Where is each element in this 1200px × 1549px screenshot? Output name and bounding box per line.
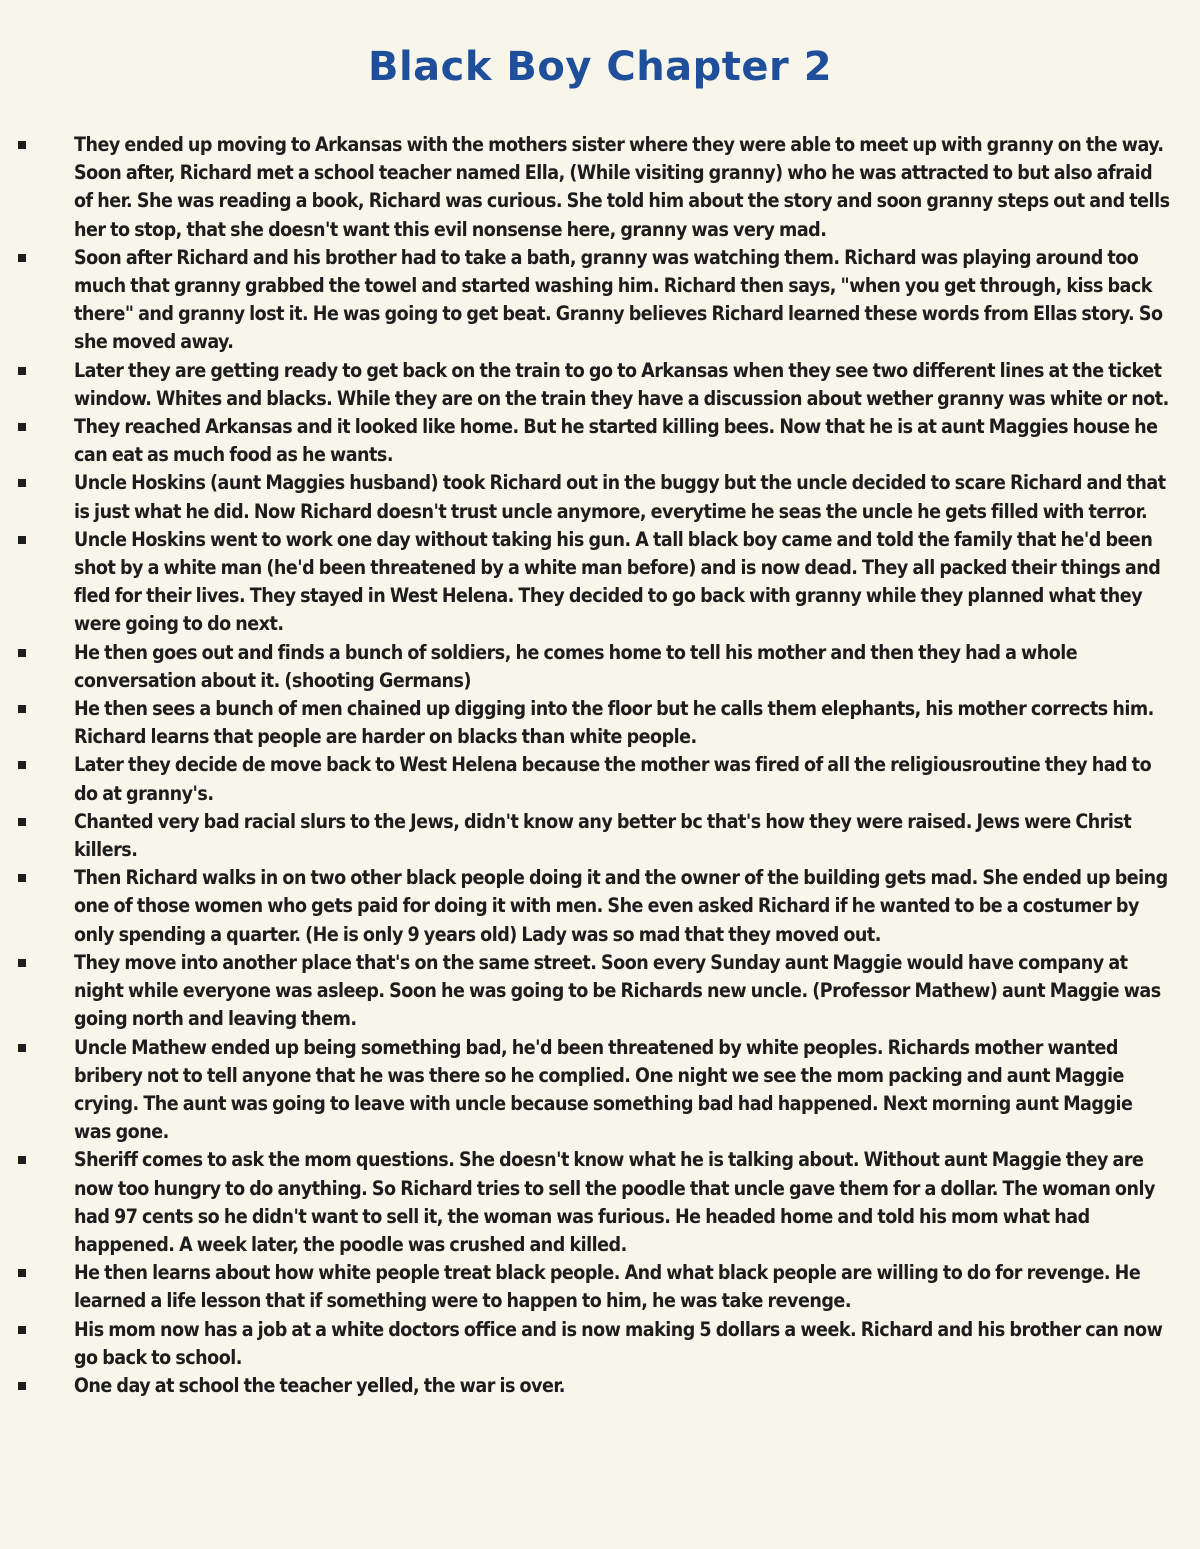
list-item-text: Chanted very bad racial slurs to the Jews, didn't know any better bc that's how they were raised. Jews were Christ killers. xyxy=(74,809,1132,862)
bullet-icon xyxy=(18,141,26,149)
list-item-text: He then goes out and finds a bunch of soldiers, he comes home to tell his mother and then they had a whole conversation about it. (shooting Germans) xyxy=(74,640,1078,692)
bullet-icon xyxy=(18,367,26,375)
list-item-text: Then Richard walks in on two other black people doing it and the owner of the building gets mad. She ended up being one of those women who gets paid for doing it with men. She even asked Richard if he wanted to be a costumer by only spending a quarter. (He is only 9 years old) Lady was so mad that they moved out. xyxy=(74,866,1168,946)
list-item xyxy=(0,1146,1200,1259)
bullet-icon xyxy=(18,1156,26,1164)
list-item xyxy=(0,131,1200,244)
summary-list xyxy=(0,131,1200,1400)
bullet-icon xyxy=(18,705,26,713)
list-item-text: Uncle Hoskins went to work one day without taking his gun. A tall black boy came and told the family that he'd been shot by a white man (he'd been threatened by a white man before) and is now dead. They all packed their things and fled for their lives. They stayed in West Helena. They decided to go back with granny while they planned what they were going to do next. xyxy=(74,527,1161,636)
list-item-text: Later they decide de move back to West Helena because the mother was fired of all the religiousroutine they had to do at granny's. xyxy=(74,753,1152,805)
list-item-text: His mom now has a job at a white doctors office and is now making 5 dollars a week. Richard and his brother can now go back to school. xyxy=(74,1317,1163,1369)
bullet-icon xyxy=(18,959,26,967)
list-item xyxy=(0,949,1200,1034)
list-item-text: They move into another place that's on the same street. Soon every Sunday aunt Maggie would have company at night while everyone was asleep. Soon he was going to be Richards new uncle. (Professor Mathew) aunt Maggie was going north and leaving them. xyxy=(74,950,1161,1031)
bullet-icon xyxy=(18,761,26,769)
list-item-text: Sheriff comes to ask the mom questions. She doesn't know what he is talking about. Without aunt Maggie they are now too hungry to do anything. So Richard tries to sell the poodle that uncle gave them for a dollar. The woman only had 97 cents so he didn't want to sell it, the woman was furious. He headed home and told his mom what had happened. A week later, the poodle was crushed and killed. xyxy=(74,1148,1155,1256)
list-item xyxy=(0,1034,1200,1147)
list-item xyxy=(0,639,1200,695)
list-item xyxy=(0,1372,1200,1400)
list-item xyxy=(0,751,1200,807)
list-item xyxy=(0,357,1200,413)
list-item-text: Soon after Richard and his brother had to take a bath, granny was watching them. Richard was playing around too much that granny grabbed the towel and started washing him. Richard then says, "when you get through, kiss back there" and granny lost it. He was going to get beat. Granny believes Richard learned these words from Ellas story. So she moved away. xyxy=(74,245,1163,354)
bullet-icon xyxy=(18,1269,26,1277)
list-item-text: They reached Arkansas and it looked like home. But he started killing bees. Now that he is at aunt Maggies house he can eat as much food as he wants. xyxy=(74,415,1158,467)
list-item-text: Later they are getting ready to get back on the train to go to Arkansas when they see two different lines at the ticket window. Whites and blacks. While they are on the train they have a discussion about wether granny was white or not. xyxy=(74,358,1169,410)
list-item-text: One day at school the teacher yelled, the war is over. xyxy=(74,1373,565,1397)
list-item-text: Uncle Mathew ended up being something bad, he'd been threatened by white peoples. Richards mother wanted bribery not to tell anyone that he was there so he complied. One night we see the mom packing and aunt Maggie crying. The aunt was going to leave with uncle because something bad had happened. Next morning aunt Maggie was gone. xyxy=(74,1035,1133,1144)
bullet-icon xyxy=(18,1044,26,1052)
list-item xyxy=(0,413,1200,469)
list-item xyxy=(0,808,1200,864)
bullet-icon xyxy=(18,818,26,826)
bullet-icon xyxy=(18,536,26,544)
bullet-icon xyxy=(18,1382,26,1390)
bullet-icon xyxy=(18,479,26,487)
list-item xyxy=(0,526,1200,639)
list-item-text: He then sees a bunch of men chained up digging into the floor but he calls them elephants, his mother corrects him. Richard learns that people are harder on blacks than white people. xyxy=(74,697,1154,749)
list-item-text: They ended up moving to Arkansas with the mothers sister where they were able to meet up with granny on the way. Soon after, Richard met a school teacher named Ella, (While visiting granny) who he was attracted to but also afraid of her. She was reading a book, Richard was curious. She told him about the story and soon granny steps out and tells her to stop, that she doesn't want this evil nonsense here, granny was very mad. xyxy=(74,133,1170,241)
list-item xyxy=(0,1259,1200,1315)
list-item xyxy=(0,864,1200,949)
list-item-text: Uncle Hoskins (aunt Maggies husband) took Richard out in the buggy but the uncle decided to scare Richard and that is just what he did. Now Richard doesn't trust uncle anymore, everytime he seas the uncle he gets filled with terror. xyxy=(74,471,1166,523)
bullet-icon xyxy=(18,1326,26,1334)
bullet-icon xyxy=(18,874,26,882)
list-item xyxy=(0,695,1200,751)
list-item xyxy=(0,469,1200,525)
list-item-text: He then learns about how white people treat black people. And what black people are willing to do for revenge. He learned a life lesson that if something were to happen to him, he was take revenge. xyxy=(74,1261,1141,1313)
bullet-icon xyxy=(18,649,26,657)
bullet-icon xyxy=(18,423,26,431)
list-item xyxy=(0,244,1200,357)
bullet-icon xyxy=(18,254,26,262)
list-item xyxy=(0,1316,1200,1372)
page-title: Black Boy Chapter 2 xyxy=(367,44,833,90)
